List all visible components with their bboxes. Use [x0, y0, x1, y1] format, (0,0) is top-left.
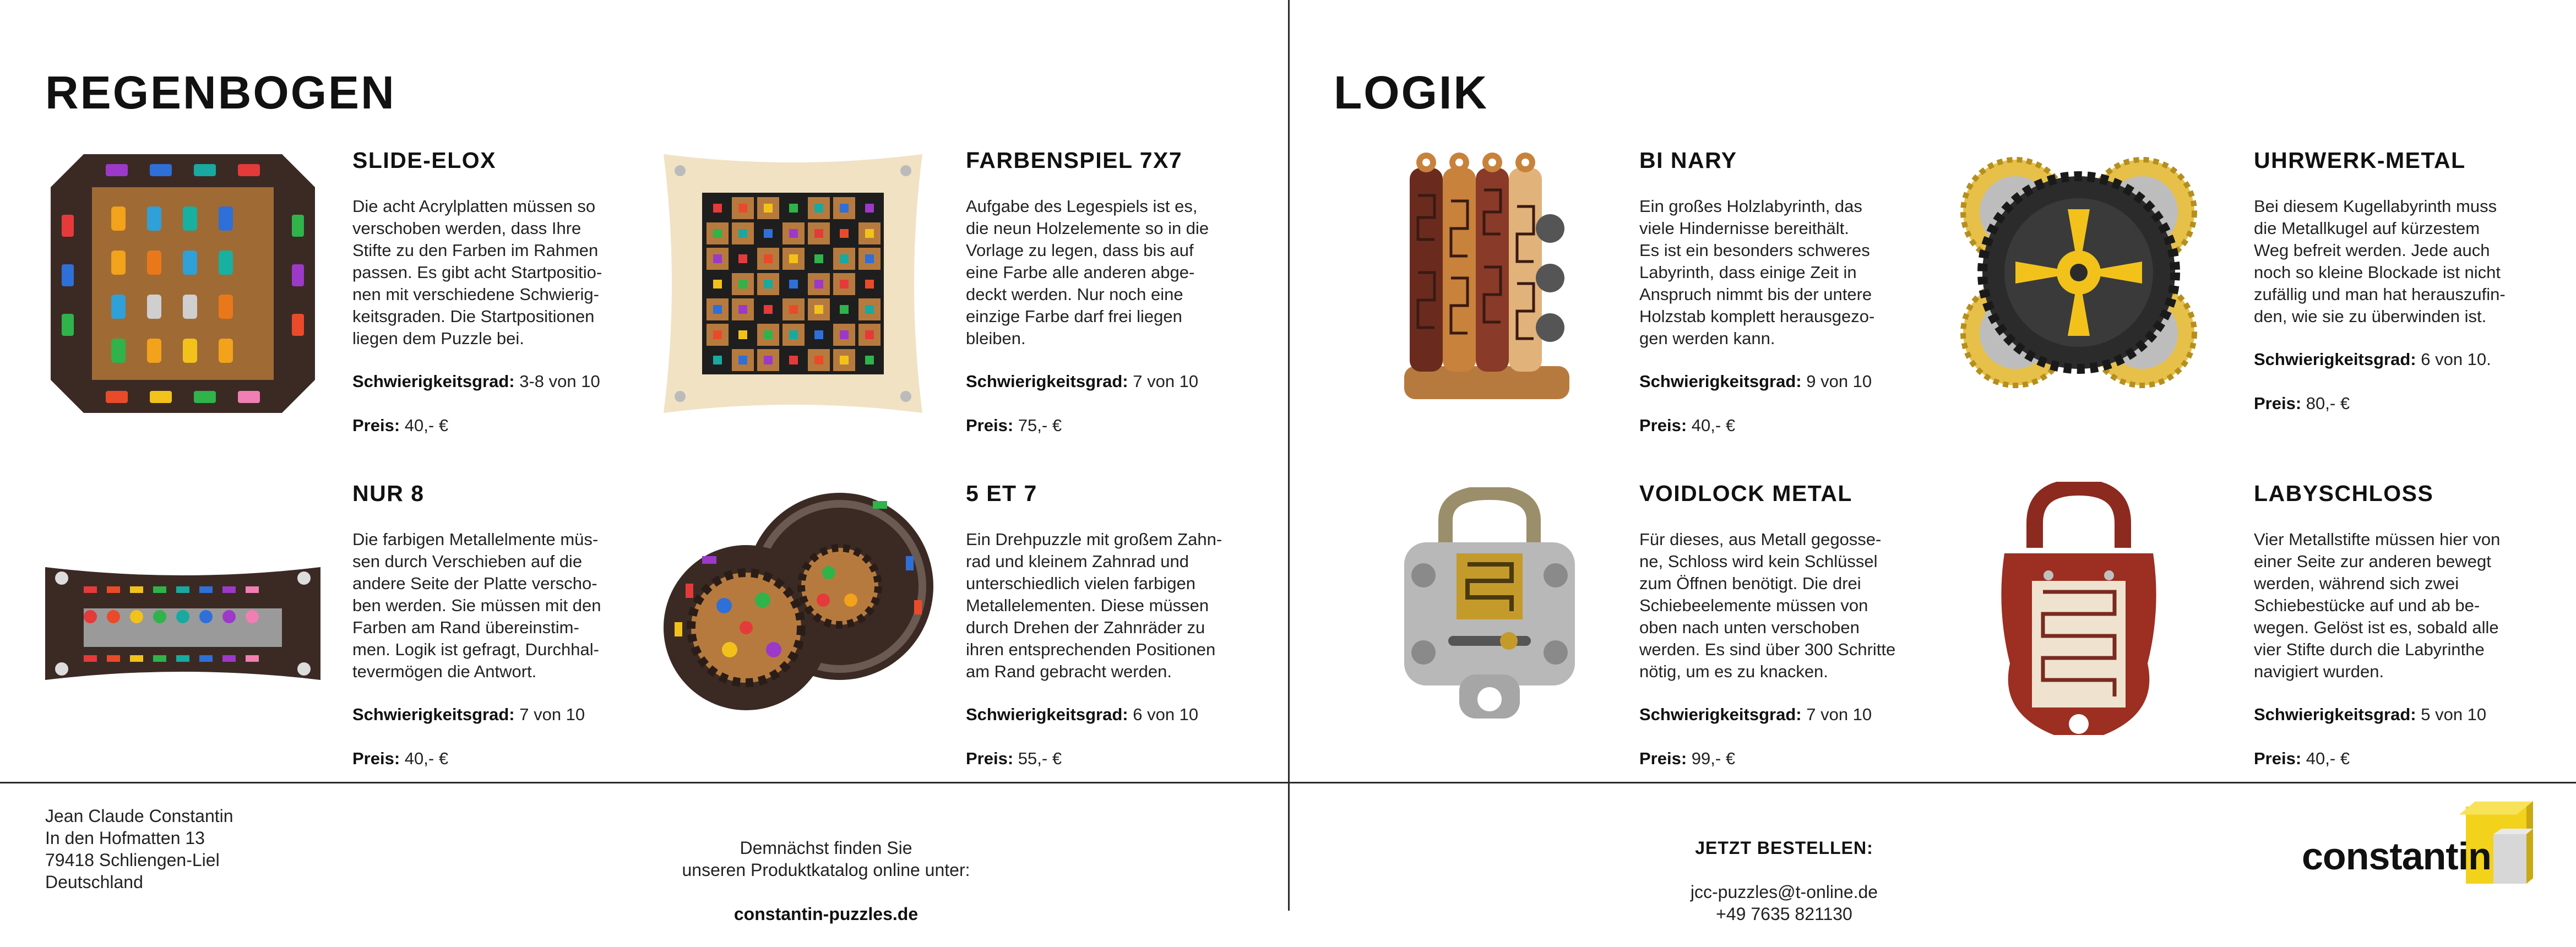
catalog-text: Demnächst finden Sie unseren Produktkatalog online unter:: [682, 838, 970, 880]
price-line: [966, 749, 1062, 769]
difficulty-label: Schwierigkeitsgrad:: [1639, 705, 1802, 724]
product-description: Die farbigen Metallelmente müs- sen durch Verschieben auf die andere Seite der Platte verscho- ben werden. Sie müssen mit den Farben am Rand übereinstim- men. Logik ist gefragt, Durchhal- tevermögen die Antwort.: [352, 530, 601, 681]
difficulty-line: [1639, 372, 1872, 391]
difficulty-label: Schwierigkeitsgrad:: [2254, 705, 2416, 724]
5-et-7-image: [664, 490, 933, 716]
product-description: Vier Metallstifte müssen hier von einer Seite zur anderen bewegt werden, während sich zwei Schiebestücke auf und ab be- wegen. Gelöst ist es, sobald alle vier Stifte durch die Labyrinthe navigiert wurden.: [2254, 530, 2501, 681]
price-label: Preis:: [2254, 749, 2302, 768]
product-title: LABYSCHLOSS: [2254, 481, 2434, 506]
price-line: [352, 749, 448, 769]
catalog-notice: [606, 815, 1046, 947]
price-value: 55,- €: [1018, 749, 1062, 768]
difficulty-line: [1639, 705, 1872, 725]
uhrwerk-metal-image: [1955, 154, 2203, 391]
constantin-logo: [2302, 801, 2533, 889]
difficulty-value: 7 von 10: [1806, 705, 1872, 724]
difficulty-value: 7 von 10: [519, 705, 585, 724]
difficulty-line: [352, 372, 600, 391]
difficulty-label: Schwierigkeitsgrad:: [352, 372, 515, 391]
difficulty-value: 6 von 10.: [2421, 350, 2491, 369]
price-label: Preis:: [1639, 749, 1687, 768]
difficulty-label: Schwierigkeitsgrad:: [1639, 372, 1802, 391]
order-contact[interactable]: jcc-puzzles@t-online.de +49 7635 821130: [1690, 882, 1878, 924]
price-label: Preis:: [966, 749, 1014, 768]
section-title-regenbogen: REGENBOGEN: [45, 67, 396, 118]
labyschloss-image: [1993, 482, 2164, 757]
bi-nary-image: [1399, 151, 1575, 410]
difficulty-value: 7 von 10: [1133, 372, 1199, 391]
price-label: Preis:: [966, 416, 1014, 435]
difficulty-label: Schwierigkeitsgrad:: [2254, 350, 2416, 369]
product-description: Die acht Acrylplatten müssen so verschoben werden, dass Ihre Stifte zu den Farben im Rahmen passen. Es gibt acht Startpositio- nen mit verschiedene Schwierig- keitsgraden. Die Startpositionen liegen dem Puzzle bei.: [352, 197, 602, 348]
price-line: [2254, 749, 2350, 769]
difficulty-value: 5 von 10: [2421, 705, 2487, 724]
price-value: 40,- €: [404, 416, 449, 435]
difficulty-line: [352, 705, 585, 725]
product-description: Für dieses, aus Metall gegosse- ne, Schloss wird kein Schlüssel zum Öffnen benötigt. Die drei Schiebeelemente müssen von oben nach unten verschoben werden. Es sind über 300 Schritte nötig, um es zu knacken.: [1639, 530, 1896, 681]
product-title: VOIDLOCK METAL: [1639, 481, 1852, 506]
price-value: 40,- €: [1691, 416, 1736, 435]
price-label: Preis:: [352, 416, 400, 435]
price-value: 99,- €: [1691, 749, 1736, 768]
price-value: 40,- €: [2306, 749, 2350, 768]
product-title: BI NARY: [1639, 148, 1737, 173]
price-line: [352, 416, 448, 436]
product-description: Ein großes Holzlabyrinth, das viele Hindernisse bereithält. Es ist ein besonders schweres Labyrinth, dass einige Zeit in Anspruch nimmt bis der untere Holzstab komplett herausgezo- gen werden kann.: [1639, 197, 1875, 348]
difficulty-value: 6 von 10: [1133, 705, 1199, 724]
price-label: Preis:: [1639, 416, 1687, 435]
product-description: Ein Drehpuzzle mit großem Zahn- rad und kleinem Zahnrad und unterschiedlich vielen farbigen Metallelementen. Diese müssen durch Drehen der Zahnräder zu ihren entsprechenden Positionen am Rand gebracht werden.: [966, 530, 1222, 681]
footer-divider: [0, 782, 2576, 783]
product-title: NUR 8: [352, 481, 425, 506]
price-line: [2254, 394, 2350, 413]
difficulty-line: [966, 372, 1198, 391]
price-line: [1639, 416, 1735, 436]
section-title-logik: LOGIK: [1334, 67, 1488, 118]
difficulty-line: [2254, 705, 2486, 725]
nur-8-image: [45, 556, 320, 691]
product-title: FARBENSPIEL 7X7: [966, 148, 1183, 173]
difficulty-label: Schwierigkeitsgrad:: [966, 705, 1128, 724]
price-value: 75,- €: [1018, 416, 1062, 435]
price-value: 80,- €: [2306, 394, 2350, 413]
slide-elox-image: [51, 154, 315, 413]
farbenspiel-image: [664, 154, 922, 413]
price-line: [966, 416, 1062, 436]
product-title: UHRWERK-METAL: [2254, 148, 2466, 173]
product-title: SLIDE-ELOX: [352, 148, 497, 173]
catalog-link[interactable]: constantin-puzzles.de: [733, 904, 919, 924]
difficulty-label: Schwierigkeitsgrad:: [352, 705, 515, 724]
logo-text: constantin: [2302, 835, 2491, 878]
price-value: 40,- €: [404, 749, 449, 768]
product-title: 5 ET 7: [966, 481, 1037, 506]
difficulty-line: [966, 705, 1198, 725]
company-address: Jean Claude Constantin In den Hofmatten 13 79418 Schliengen-Liel Deutschland: [45, 806, 233, 892]
difficulty-label: Schwierigkeitsgrad:: [966, 372, 1128, 391]
difficulty-line: [2254, 350, 2491, 369]
order-contact-block: [1591, 815, 1977, 947]
price-label: Preis:: [2254, 394, 2302, 413]
order-heading: JETZT BESTELLEN:: [1695, 838, 1873, 858]
product-description: Aufgabe des Legespiels ist es, die neun Holzelemente so in die Vorlage zu legen, dass bis auf eine Farbe alle anderen abge- deckt werden. Nur noch eine einzige Farbe darf frei liegen bleiben.: [966, 197, 1209, 348]
difficulty-value: 9 von 10: [1806, 372, 1872, 391]
center-divider: [1288, 0, 1290, 911]
price-label: Preis:: [352, 749, 400, 768]
product-description: Bei diesem Kugellabyrinth muss die Metallkugel auf kürzestem Weg befreit werden. Jede auch noch so kleine Blockade ist nicht zufällig und man hat herauszufin- den, wie sie zu überwinden ist.: [2254, 197, 2506, 326]
voidlock-metal-image: [1399, 487, 1580, 724]
difficulty-value: 3-8 von 10: [519, 372, 600, 391]
price-line: [1639, 749, 1735, 769]
